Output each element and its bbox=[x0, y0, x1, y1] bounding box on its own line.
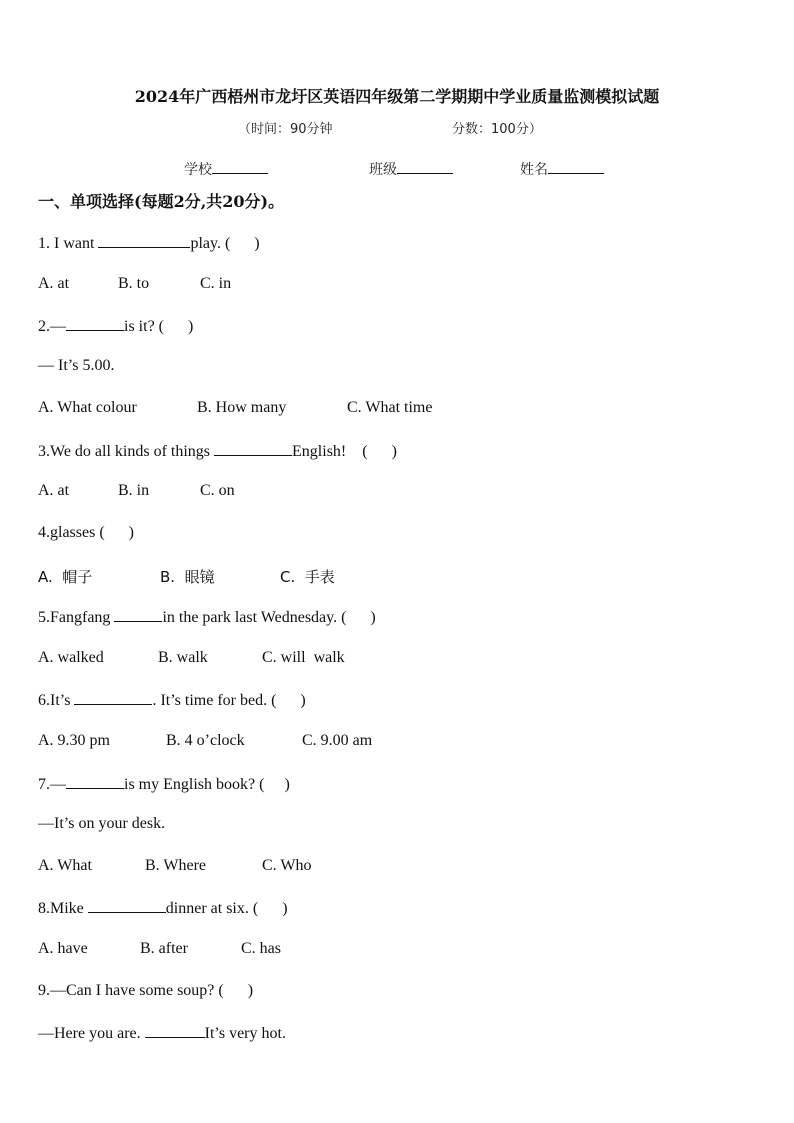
q9-dialog-before: —Here you are. bbox=[38, 1025, 145, 1042]
class-label: 班级 bbox=[369, 162, 397, 178]
q9-dialog-after: It’s very hot. bbox=[204, 1025, 286, 1042]
q3-option-a[interactable]: A. at bbox=[38, 482, 70, 499]
q2-option-a[interactable]: A. What colour bbox=[38, 399, 137, 416]
q5-option-c[interactable]: C. will walk bbox=[262, 649, 345, 666]
name-field[interactable] bbox=[520, 159, 604, 179]
q6-stem-before: 6.It’s bbox=[38, 692, 75, 709]
q8-stem-after: dinner at six. ( ) bbox=[165, 900, 288, 917]
class-blank[interactable] bbox=[397, 172, 453, 174]
q1-option-c[interactable]: C. in bbox=[200, 275, 232, 292]
question-6 bbox=[38, 690, 306, 710]
q4-option-b[interactable]: B. 眼镜 bbox=[160, 568, 215, 586]
name-blank[interactable] bbox=[548, 172, 604, 174]
exam-time: （时间：90分钟 bbox=[238, 122, 333, 137]
q9-answer-blank[interactable] bbox=[145, 1023, 205, 1038]
q5-answer-blank[interactable] bbox=[114, 607, 162, 622]
q1-answer-blank[interactable] bbox=[98, 233, 190, 248]
q2-dialog: — It’s 5.00. bbox=[38, 357, 115, 374]
question-2 bbox=[38, 316, 193, 336]
q2-option-c[interactable]: C. What time bbox=[347, 399, 433, 416]
q7-stem-before: 7.— bbox=[38, 776, 66, 793]
q1-stem-before: 1. I want bbox=[38, 235, 99, 252]
q7-stem-after: is my English book? ( ) bbox=[124, 776, 290, 793]
q8-stem-before: 8.Mike bbox=[38, 900, 88, 917]
question-5 bbox=[38, 607, 376, 627]
question-9: 9.—Can I have some soup? ( ) bbox=[38, 982, 254, 999]
q3-option-b[interactable]: B. in bbox=[118, 482, 150, 499]
exam-score: 分数：100分） bbox=[452, 122, 542, 137]
q8-option-b[interactable]: B. after bbox=[140, 940, 188, 957]
q1-option-a[interactable]: A. at bbox=[38, 275, 70, 292]
q7-option-a[interactable]: A. What bbox=[38, 857, 92, 874]
question-3 bbox=[38, 441, 397, 461]
class-field[interactable] bbox=[369, 159, 453, 179]
q4-option-c[interactable]: C. 手表 bbox=[280, 568, 335, 586]
q7-answer-blank[interactable] bbox=[66, 774, 124, 789]
q3-stem-before: 3.We do all kinds of things bbox=[38, 443, 215, 460]
q8-option-c[interactable]: C. has bbox=[241, 940, 281, 957]
question-1 bbox=[38, 233, 260, 253]
school-label: 学校 bbox=[184, 162, 212, 178]
school-field[interactable] bbox=[184, 159, 268, 179]
q6-option-c[interactable]: C. 9.00 am bbox=[302, 732, 373, 749]
q2-answer-blank[interactable] bbox=[66, 316, 124, 331]
q6-option-b[interactable]: B. 4 o’clock bbox=[166, 732, 245, 749]
q5-option-b[interactable]: B. walk bbox=[158, 649, 208, 666]
q4-option-a[interactable]: A. 帽子 bbox=[38, 568, 93, 586]
q6-stem-after: . It’s time for bed. ( ) bbox=[152, 692, 306, 709]
q3-answer-blank[interactable] bbox=[214, 441, 292, 456]
q2-stem-after: is it? ( ) bbox=[124, 318, 194, 335]
name-label: 姓名 bbox=[520, 162, 548, 178]
q7-option-c[interactable]: C. Who bbox=[262, 857, 312, 874]
page-title: 2024年广西梧州市龙圩区英语四年级第二学期期中学业质量监测模拟试题 bbox=[134, 87, 660, 106]
q1-stem-after: play. ( ) bbox=[190, 235, 260, 252]
q7-dialog: —It’s on your desk. bbox=[38, 815, 166, 832]
q5-stem-before: 5.Fangfang bbox=[38, 609, 115, 626]
q8-answer-blank[interactable] bbox=[88, 898, 166, 913]
q1-option-b[interactable]: B. to bbox=[118, 275, 150, 292]
q3-stem-after: English! ( ) bbox=[292, 443, 397, 460]
question-4: 4.glasses ( ) bbox=[38, 524, 134, 541]
q6-option-a[interactable]: A. 9.30 pm bbox=[38, 732, 110, 749]
question-7 bbox=[38, 774, 290, 794]
q8-option-a[interactable]: A. have bbox=[38, 940, 88, 957]
question-8 bbox=[38, 898, 288, 918]
q6-answer-blank[interactable] bbox=[74, 690, 152, 705]
q2-option-b[interactable]: B. How many bbox=[197, 399, 287, 416]
q3-option-c[interactable]: C. on bbox=[200, 482, 235, 499]
section-heading: 一、单项选择(每题2分,共20分)。 bbox=[38, 192, 285, 211]
q5-option-a[interactable]: A. walked bbox=[38, 649, 104, 666]
school-blank[interactable] bbox=[212, 172, 268, 174]
q9-dialog bbox=[38, 1023, 286, 1043]
q5-stem-after: in the park last Wednesday. ( ) bbox=[162, 609, 376, 626]
q7-option-b[interactable]: B. Where bbox=[145, 857, 207, 874]
q2-stem-before: 2.— bbox=[38, 318, 66, 335]
